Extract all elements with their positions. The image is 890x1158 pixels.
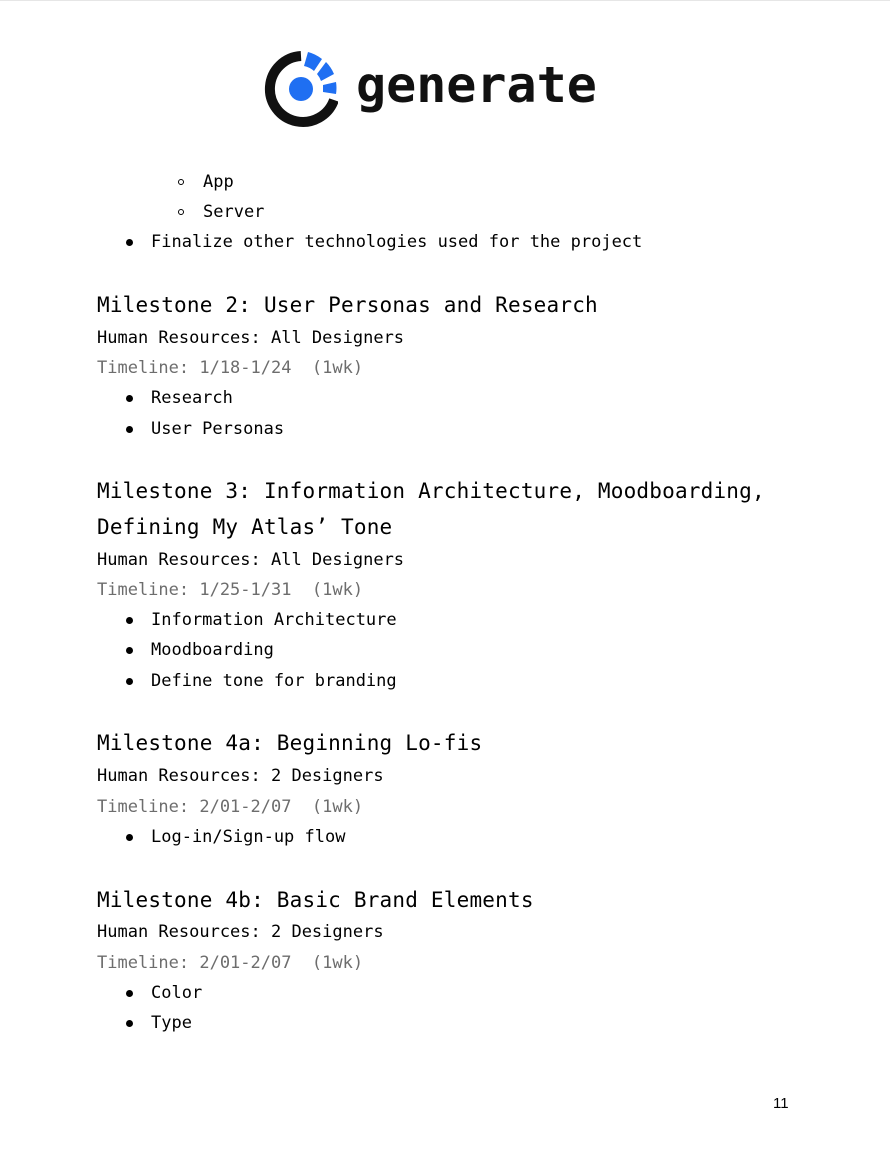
milestone-heading: Milestone 4a: Beginning Lo-fis (97, 731, 483, 755)
list-item: Research (151, 388, 233, 408)
bullet-icon (126, 834, 133, 841)
generate-logo (264, 50, 597, 128)
bullet-icon (126, 647, 133, 654)
bullet-icon (126, 617, 133, 624)
page-top-edge (0, 0, 890, 1)
human-resources: Human Resources: All Designers (97, 550, 405, 570)
human-resources: Human Resources: 2 Designers (97, 766, 384, 786)
sub-list-item: Server (203, 202, 265, 222)
timeline: Timeline: 1/25-1/31 (1wk) (97, 580, 364, 600)
sub-bullet-icon (178, 179, 184, 185)
list-item: Information Architecture (151, 610, 397, 630)
bullet-icon (126, 239, 133, 246)
list-item: Define tone for branding (151, 671, 397, 691)
list-item: Finalize other technologies used for the project (151, 232, 643, 252)
timeline: Timeline: 2/01-2/07 (1wk) (97, 797, 364, 817)
sub-bullet-icon (178, 209, 184, 215)
timeline: Timeline: 2/01-2/07 (1wk) (97, 953, 364, 973)
list-item: Type (151, 1013, 192, 1033)
bullet-icon (126, 990, 133, 997)
human-resources: Human Resources: 2 Designers (97, 922, 384, 942)
human-resources: Human Resources: All Designers (97, 328, 405, 348)
sub-list-item: App (203, 172, 234, 192)
list-item: User Personas (151, 419, 285, 439)
list-item: Color (151, 983, 203, 1003)
milestone-heading: Milestone 4b: Basic Brand Elements (97, 888, 534, 912)
list-item: Moodboarding (151, 640, 274, 660)
bullet-icon (126, 395, 133, 402)
generate-logo-icon (264, 50, 338, 128)
milestone-heading: Milestone 2: User Personas and Research (97, 293, 598, 317)
logo-wordmark: generate (356, 56, 597, 114)
bullet-icon (126, 426, 133, 433)
timeline: Timeline: 1/18-1/24 (1wk) (97, 358, 364, 378)
list-item: Log-in/Sign-up flow (151, 827, 346, 847)
bullet-icon (126, 1020, 133, 1027)
bullet-icon (126, 678, 133, 685)
milestone-heading-continued: Defining My Atlas’ Tone (97, 515, 393, 539)
page-number: 11 (773, 1095, 789, 1112)
milestone-heading: Milestone 3: Information Architecture, Moodboarding, (97, 479, 765, 503)
